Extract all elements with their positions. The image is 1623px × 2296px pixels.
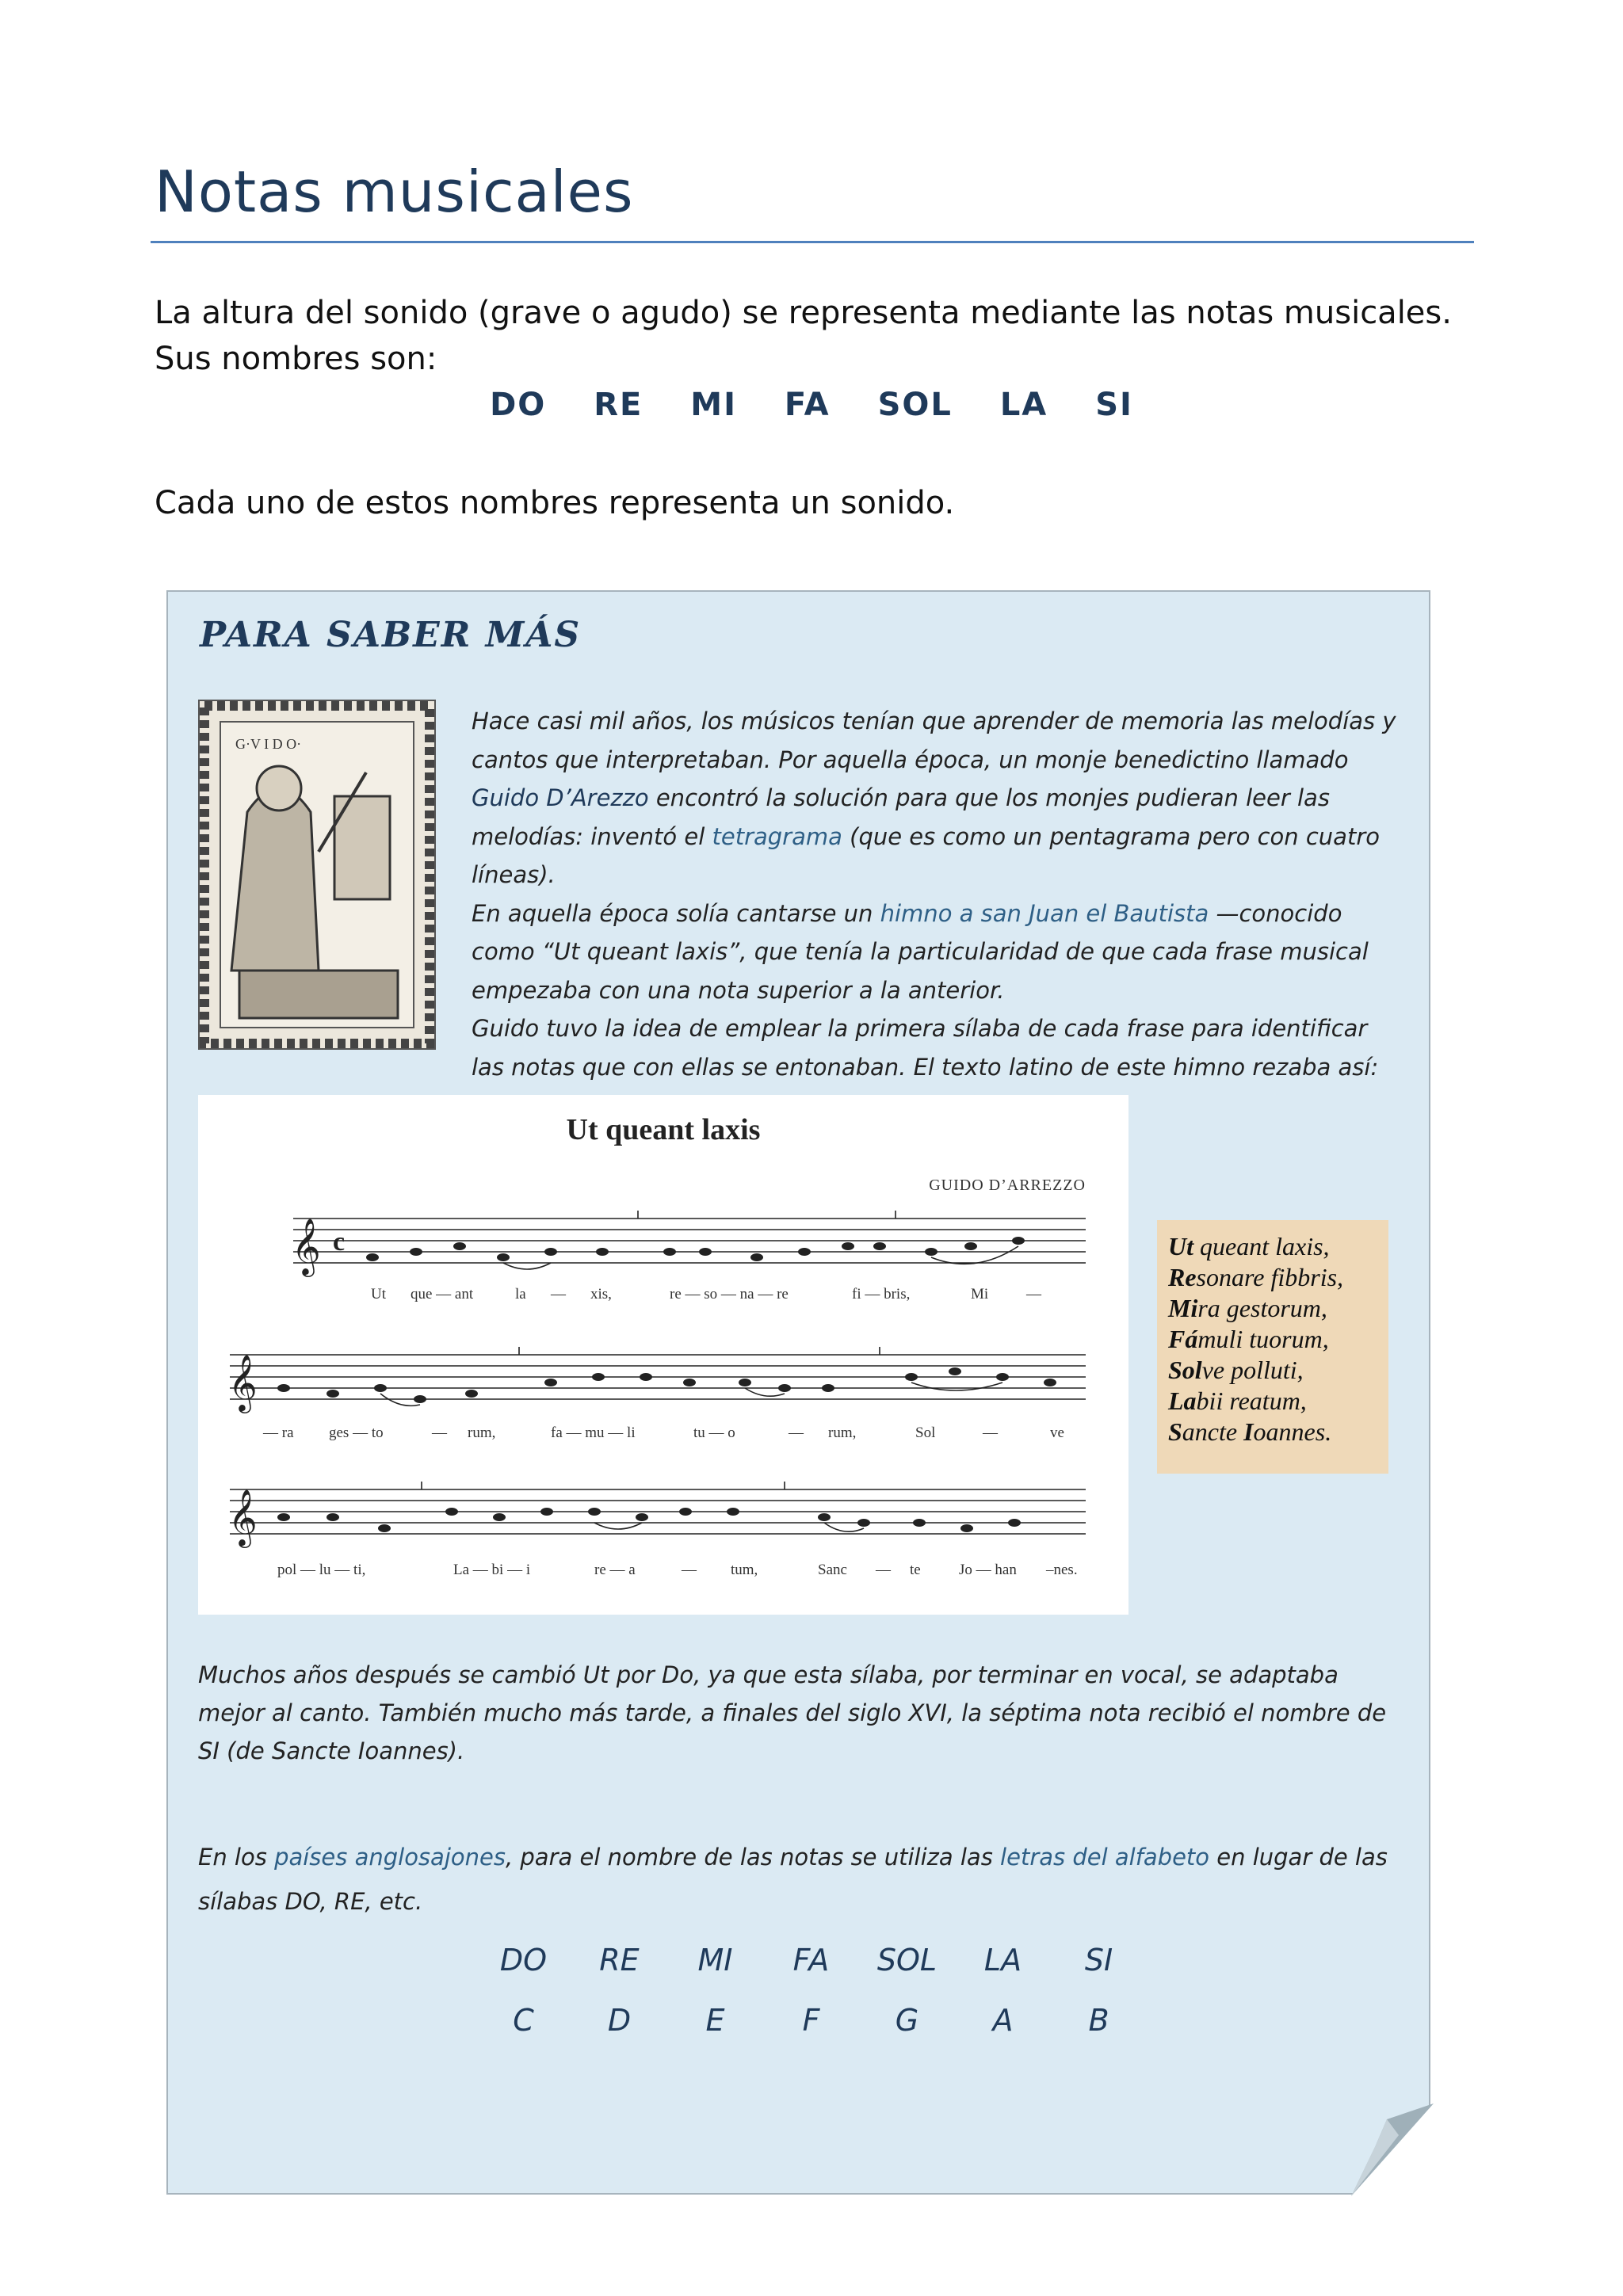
lyric: que — ant: [411, 1286, 474, 1302]
latin-line: [1168, 1231, 1377, 1262]
lyric: —: [1026, 1286, 1041, 1302]
latin-line: [1168, 1417, 1377, 1447]
note-re: RE: [594, 387, 643, 423]
latin-initial: S: [1168, 1417, 1182, 1446]
lyric: rum,: [828, 1425, 857, 1441]
intro-sentence: Cada uno de estos nombres representa un sonido.: [155, 485, 955, 521]
latin-rest: queant laxis,: [1193, 1232, 1330, 1261]
lyric: Sol: [915, 1425, 936, 1441]
note-mi: MI: [690, 387, 737, 423]
table-cell: SOL: [876, 1943, 938, 1978]
history-paragraph: [472, 702, 1407, 1086]
lyric: Ut: [371, 1286, 386, 1302]
note-fa: FA: [784, 387, 831, 423]
page-title: Notas musicales: [155, 158, 634, 225]
lyric: Sanc: [818, 1562, 847, 1578]
para-text-2: encontró la solución para que los monjes pudieran leer las melodías: inventó el: [472, 784, 1330, 850]
latin-initial: Mi: [1168, 1294, 1198, 1322]
himno-term: himno a san Juan el Bautista: [880, 899, 1209, 927]
lyric: ges — to: [329, 1425, 384, 1441]
table-cell: E: [705, 2003, 725, 2038]
para-text-3: (que es como un pentagrama pero con cuatro líneas).: [472, 822, 1380, 888]
lyric: –nes.: [1046, 1562, 1078, 1578]
anglo-term: países anglosajones: [274, 1844, 506, 1871]
lyrics-staff-3: [277, 1562, 1078, 1578]
lyric: La — bi — i: [453, 1562, 531, 1578]
guido-link: Guido D’Arezzo: [472, 784, 649, 811]
ut-to-do-paragraph: Muchos años después se cambió Ut por Do, ya que esta sílaba, por terminar en vocal, se adaptaba mejor al canto. También mucho más tarde, a finales del siglo XVI, la séptima nota recibió el nombre de SI (de Sancte Ioannes).: [198, 1661, 1387, 1764]
latin-line: [1168, 1293, 1377, 1324]
latin-initial: La: [1168, 1386, 1197, 1415]
lyric: Jo — han: [959, 1562, 1017, 1578]
lyric: ve: [1050, 1425, 1064, 1441]
note-si: SI: [1095, 387, 1133, 423]
notes-list: [0, 387, 1623, 423]
note-do: DO: [490, 387, 547, 423]
table-cell: DO: [499, 1943, 548, 1978]
intro-paragraph: La altura del sonido (grave o agudo) se representa mediante las notas musicales. Sus nombres son:: [155, 295, 1452, 377]
lyric: re — a: [594, 1562, 636, 1578]
lyric: —: [983, 1425, 998, 1441]
latin-rest: bii reatum,: [1196, 1386, 1307, 1415]
table-cell: D: [607, 2003, 632, 2038]
table-cell: RE: [599, 1943, 640, 1978]
treble-clef-2: 𝄞: [228, 1353, 258, 1411]
treble-clef-3: 𝄞: [228, 1488, 258, 1546]
para3-text-3: en lugar de las sílabas DO, RE, etc.: [198, 1844, 1388, 1915]
para-text-4: En aquella época solía cantarse un: [472, 899, 880, 927]
latin-line: [1168, 1262, 1377, 1293]
para3-text-2: , para el nombre de las notas se utiliza las: [505, 1844, 1001, 1871]
table-cell: G: [895, 2003, 919, 2038]
latin-initial: Ut: [1168, 1232, 1193, 1261]
table-cell: F: [802, 2003, 820, 2038]
lyric: rum,: [468, 1425, 496, 1441]
latin-rest: muli tuorum,: [1197, 1325, 1329, 1353]
notes-staff-2: [277, 1367, 1056, 1403]
lyric: —: [876, 1562, 891, 1578]
latin-initial: Fá: [1168, 1325, 1198, 1353]
box-title: PARA SABER MÁS: [200, 615, 582, 655]
score-drawing: [198, 1095, 1128, 1615]
portrait-caption: G·V I D O·: [235, 736, 302, 752]
staff-1: [293, 1211, 1086, 1263]
para-text-1: Hace casi mil años, los músicos tenían que aprender de memoria las melodías y cantos que interpretaban. Por aquella época, un monje benedictino llamado: [472, 707, 1396, 773]
para-text-5: —conocido como “Ut queant laxis”, que tenía la particularidad de que cada frase musical empezaba con una nota superior a la anterior.: [472, 899, 1369, 1004]
latin-rest: ra gestorum,: [1197, 1294, 1327, 1322]
latin-initial: I: [1243, 1417, 1254, 1446]
table-cell: FA: [792, 1943, 830, 1978]
lyric: fi — bris,: [852, 1286, 911, 1302]
table-cell: LA: [983, 1943, 1022, 1978]
latin-rest: sonare fibbris,: [1196, 1263, 1344, 1291]
table-cell: B: [1088, 2003, 1109, 2038]
score-title: Ut queant laxis: [566, 1113, 761, 1146]
table-cell: MI: [697, 1943, 733, 1978]
lyric: —: [682, 1562, 697, 1578]
lyric: tum,: [731, 1562, 758, 1578]
para3-text-1: En los: [198, 1844, 275, 1871]
note-sol: SOL: [877, 387, 953, 423]
latin-rest: ve polluti,: [1201, 1356, 1304, 1384]
lyrics-staff-1: [371, 1286, 1042, 1302]
latin-rest: oannes.: [1253, 1417, 1332, 1446]
lyric: re — so — na — re: [670, 1286, 789, 1302]
solfege-row: [475, 1930, 1147, 1990]
table-cell: C: [513, 2003, 534, 2038]
latin-rest: ancte: [1182, 1417, 1244, 1446]
treble-clef-1: 𝄞: [292, 1217, 321, 1275]
para-text-6: Guido tuvo la idea de emplear la primera sílaba de cada frase para identificar las notas que con ellas se entonaban. El texto latino de este himno rezaba así:: [472, 1015, 1379, 1081]
lyric: fa — mu — li: [551, 1425, 636, 1441]
score-composer: GUIDO D’ARREZZO: [929, 1177, 1086, 1194]
lyric: xis,: [590, 1286, 612, 1302]
latin-line: [1168, 1355, 1377, 1386]
lyric: la: [515, 1286, 526, 1302]
page-curl: [1351, 2103, 1434, 2196]
lyric: te: [910, 1562, 921, 1578]
lyric: tu — o: [693, 1425, 735, 1441]
table-cell: SI: [1084, 1943, 1113, 1978]
staff-3: [230, 1482, 1086, 1534]
notes-equivalence-table: [475, 1930, 1147, 2050]
lyric: —: [789, 1425, 804, 1441]
table-cell: A: [992, 2003, 1014, 2038]
time-signature: c: [333, 1227, 346, 1257]
title-underline: [151, 241, 1474, 243]
latin-initial: Sol: [1168, 1356, 1202, 1384]
slurs-staff-3: [594, 1523, 864, 1531]
latin-initial: Re: [1168, 1263, 1197, 1291]
letras-term: letras del alfabeto: [1000, 1844, 1210, 1871]
lyric: —: [551, 1286, 566, 1302]
lyric: Mi: [971, 1286, 989, 1302]
lyric: —: [432, 1425, 447, 1441]
anglo-paragraph: [198, 1835, 1411, 1924]
score-image: [198, 1095, 1128, 1615]
latin-line: [1168, 1324, 1377, 1355]
guido-portrait: [198, 700, 436, 1050]
letters-row: [475, 1990, 1147, 2050]
latin-hymn-card: [1157, 1220, 1388, 1474]
guido-portrait-drawing: [200, 701, 434, 1048]
lyric: — ra: [263, 1425, 294, 1441]
lyrics-staff-2: [262, 1425, 1064, 1441]
lyric: pol — lu — ti,: [277, 1562, 366, 1578]
tetragrama-term: tetragrama: [712, 822, 842, 850]
latin-line: [1168, 1386, 1377, 1417]
note-la: LA: [999, 387, 1048, 423]
